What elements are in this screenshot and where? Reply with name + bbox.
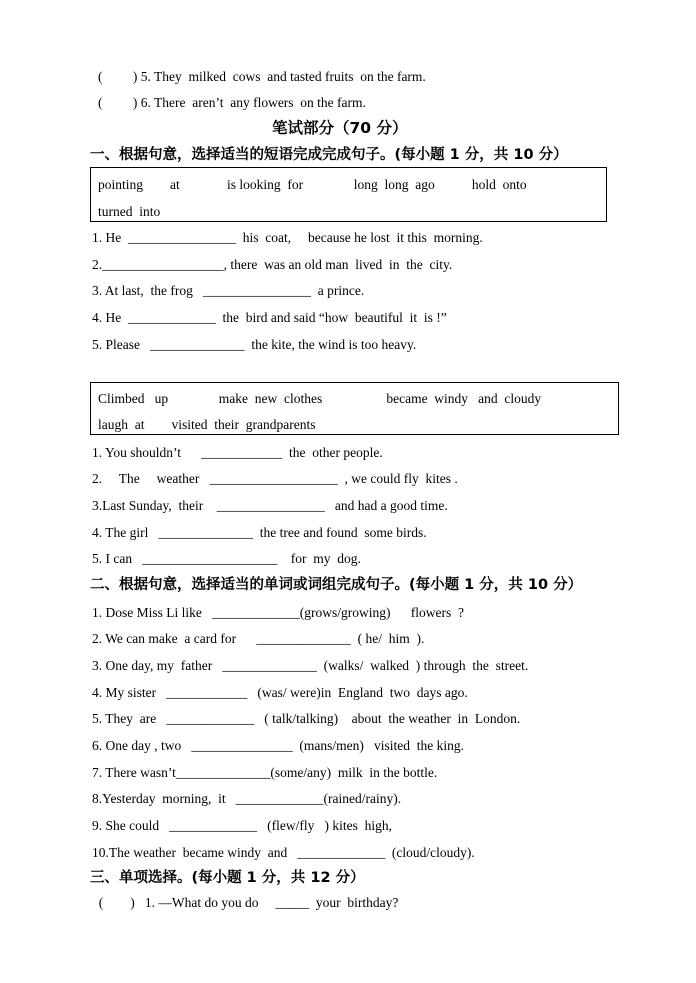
question-item: 3. At last, the frog ________________ a prince.: [92, 283, 365, 298]
question-item: 2. We can make a card for ______________ ( he/ him ).: [92, 631, 425, 646]
question-item: 10.The weather became windy and _____________ (cloud/cloudy).: [92, 845, 475, 860]
question-item: 3. One day, my father ______________ (walks/ walked ) through the street.: [92, 658, 529, 673]
question-item: 2. The weather ___________________ , we could fly kites .: [92, 471, 458, 486]
question-item: 1. He ________________ his coat, because he lost it this morning.: [92, 230, 483, 245]
question-item: 5. I can ____________________ for my dog.: [92, 551, 361, 566]
phrase-box-line: laugh at visited their grandparents: [98, 417, 316, 432]
question-item: 4. He _____________ the bird and said “how beautiful it is !”: [92, 310, 447, 325]
question-item: 9. She could _____________ (flew/fly ) kites high,: [92, 818, 392, 833]
question-item: 8.Yesterday morning, it _____________(rained/rainy).: [92, 791, 402, 806]
question-item: 3.Last Sunday, their ________________ and had a good time.: [92, 498, 448, 513]
question-item: 7. There wasn’t______________(some/any) milk in the bottle.: [92, 765, 438, 780]
question-item: 4. My sister ____________ (was/ were)in England two days ago.: [92, 685, 468, 700]
top-item: ( ) 6. There aren’t any flowers on the farm.: [98, 95, 366, 110]
question-item: 1. You shouldn’t ____________ the other people.: [92, 445, 383, 460]
top-item: ( ) 5. They milked cows and tasted fruits on the farm.: [98, 69, 426, 84]
question-item: 4. The girl ______________ the tree and found some birds.: [92, 525, 427, 540]
phrase-box-1: [90, 167, 607, 222]
question-item: ( ) 1. —What do you do _____ your birthday?: [92, 895, 399, 910]
question-item: 5. They are _____________ ( talk/talking) about the weather in London.: [92, 711, 521, 726]
phrase-box-2: [90, 382, 619, 435]
question-item: 2.__________________, there was an old man lived in the city.: [92, 257, 453, 272]
question-item: 1. Dose Miss Li like _____________(grows/growing) flowers ?: [92, 605, 464, 620]
section2-heading: 二、根据句意，选择适当的单词或词组完成句子。(每小题 1 分，共 10 分）: [90, 577, 583, 593]
section3-heading: 三、单项选择。(每小题 1 分，共 12 分）: [90, 870, 365, 886]
phrase-box-line: turned into: [98, 204, 161, 219]
written-section-title: 笔试部分（70 分）: [272, 119, 408, 137]
section1-heading: 一、根据句意，选择适当的短语完成完成句子。(每小题 1 分，共 10 分）: [90, 147, 568, 163]
question-item: 5. Please ______________ the kite, the wind is too heavy.: [92, 337, 417, 352]
question-item: 6. One day , two _______________ (mans/men) visited the king.: [92, 738, 464, 753]
phrase-box-line: Climbed up make new clothes became windy and cloudy: [98, 391, 542, 406]
phrase-box-line: pointing at is looking for long long ago hold onto: [98, 177, 527, 192]
